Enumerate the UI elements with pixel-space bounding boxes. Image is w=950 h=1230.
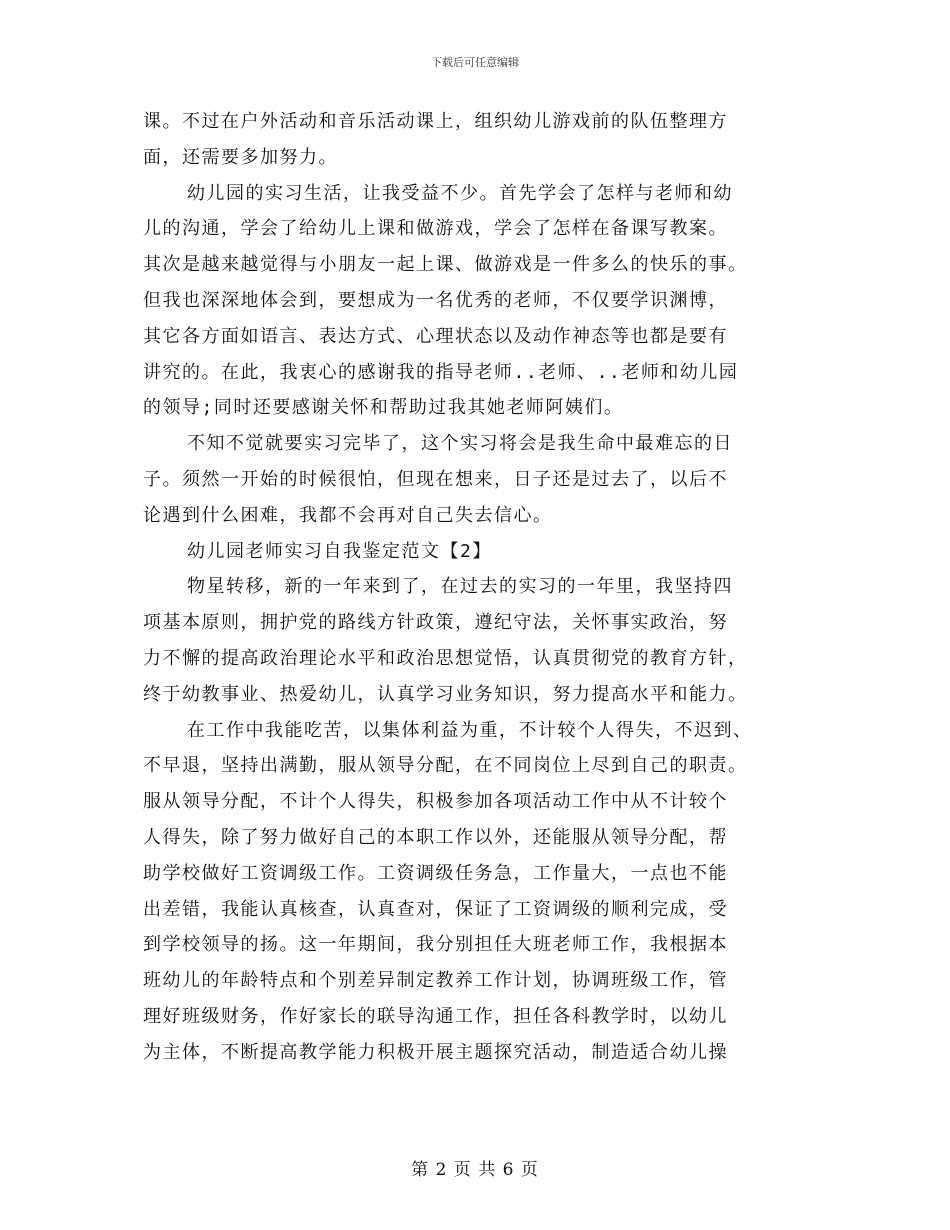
text-line: 的领导;同时还要感谢关怀和帮助过我其她老师阿姨们。 <box>143 397 624 419</box>
text-line: 但我也深深地体会到，要想成为一名优秀的老师，不仅要学识渊博， <box>143 289 728 311</box>
text-line: 出差错，我能认真核查，认真查对，保证了工资调级的顺利完成，受 <box>143 898 728 920</box>
text-line: 不早退，坚持出满勤，服从领导分配，在不同岗位上尽到自己的职责。 <box>143 755 748 777</box>
text-line: 人得失，除了努力做好自己的本职工作以外，还能服从领导分配，帮 <box>143 826 728 848</box>
page-number-footer: 第 2 页 共 6 页 <box>411 1160 539 1180</box>
text-line: 为主体，不断提高教学能力积极开展主题探究活动，制造适合幼儿操 <box>143 1041 728 1063</box>
text-line: 不知不觉就要实习完毕了，这个实习将会是我生命中最难忘的日 <box>187 433 733 455</box>
text-line: 终于幼教事业、热爱幼儿，认真学习业务知识，努力提高水平和能力。 <box>143 683 748 705</box>
text-line: 物星转移，新的一年来到了，在过去的实习的一年里，我坚持四 <box>187 576 733 598</box>
text-line: 讲究的。在此，我衷心的感谢我的指导老师..老师、..老师和幼儿园 <box>143 361 739 383</box>
text-line: 儿的沟通，学会了给幼儿上课和做游戏，学会了怎样在备课写教案。 <box>143 218 728 240</box>
text-line: 子。须然一开始的时候很怕，但现在想来，日子还是过去了，以后不 <box>143 468 728 490</box>
page-header-note: 下载后可任意编辑 <box>431 56 519 69</box>
text-line: 在工作中我能吃苦，以集体利益为重，不计较个人得失，不迟到、 <box>187 719 753 741</box>
text-line: 课。不过在户外活动和音乐活动课上，组织幼儿游戏前的队伍整理方 <box>143 111 728 132</box>
document-body <box>143 104 823 1071</box>
text-line: 项基本原则，拥护党的路线方针政策，遵纪守法，关怀事实政治，努 <box>143 612 728 634</box>
text-line: 力不懈的提高政治理论水平和政治思想觉悟，认真贯彻党的教育方针， <box>143 647 748 669</box>
text-line: 幼儿园的实习生活，让我受益不少。首先学会了怎样与老师和幼 <box>187 182 733 204</box>
text-line: 论遇到什么困难，我都不会再对自己失去信心。 <box>143 504 553 526</box>
text-line: 服从领导分配，不计个人得失，积极参加各项活动工作中从不计较个 <box>143 791 728 813</box>
text-line: 其次是越来越觉得与小朋友一起上课、做游戏是一件多么的快乐的事。 <box>143 254 748 276</box>
text-line: 面，还需要多加努力。 <box>143 146 338 168</box>
text-line: 其它各方面如语言、表达方式、心理状态以及动作神态等也都是要有 <box>143 325 728 347</box>
text-line: 班幼儿的年龄特点和个别差异制定教养工作计划，协调班级工作，管 <box>143 970 728 992</box>
text-line: 到学校领导的扬。这一年期间，我分别担任大班老师工作，我根据本 <box>143 934 728 956</box>
text-line: 幼儿园老师实习自我鉴定范文【2】 <box>187 540 492 562</box>
text-line: 助学校做好工资调级工作。工资调级任务急，工作量大，一点也不能 <box>143 862 728 884</box>
text-line: 理好班级财务，作好家长的联导沟通工作，担任各科教学时，以幼儿 <box>143 1005 728 1027</box>
